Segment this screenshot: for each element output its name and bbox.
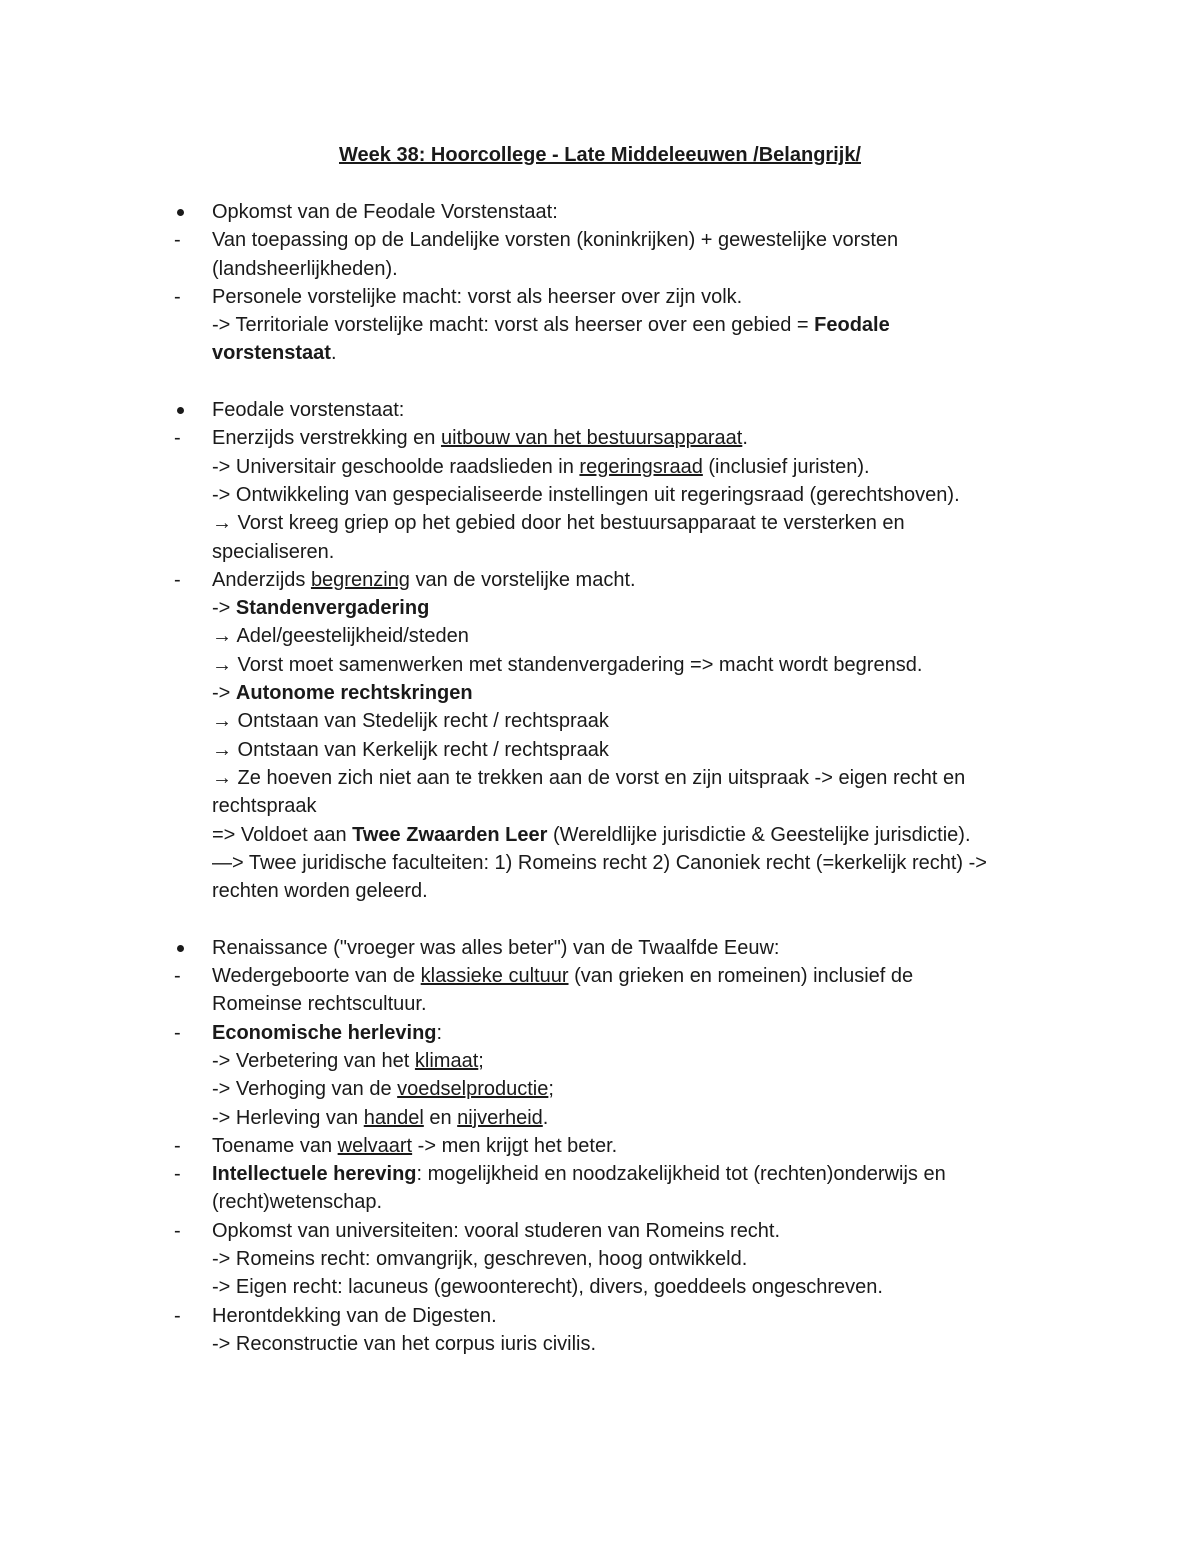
line-text — [212, 1245, 747, 1273]
line-text — [212, 736, 609, 764]
continuation-line — [0, 877, 1200, 905]
bullet-heading — [0, 934, 1200, 962]
bold-text: Standenvergadering — [235, 597, 430, 620]
text-run: -> — [212, 682, 236, 705]
bold-text: Autonome rechtskringen — [235, 682, 473, 705]
text-run: (van grieken en romeinen) inclusief de — [568, 965, 914, 988]
bullet-icon — [177, 407, 184, 414]
dash-marker: - — [174, 1219, 181, 1242]
line-text — [212, 990, 427, 1018]
dash-item — [0, 424, 1200, 452]
continuation-line — [0, 255, 1200, 283]
underlined-text: klassieke cultuur — [420, 965, 569, 988]
continuation-line — [0, 764, 1200, 792]
continuation-line — [0, 339, 1200, 367]
text-run: -> Reconstructie van het corpus iuris civilis. — [212, 1332, 597, 1355]
line-text — [212, 198, 558, 226]
bold-text: Economische herleving — [212, 1021, 437, 1044]
continuation-line — [0, 736, 1200, 764]
continuation-line — [0, 679, 1200, 707]
text-run: → Ontstaan van Kerkelijk recht / rechtspraak — [212, 738, 609, 761]
text-run: Van toepassing op de Landelijke vorsten (koninkrijken) + gewestelijke vorsten — [212, 229, 899, 252]
dash-marker: - — [174, 427, 181, 450]
line-text — [212, 1217, 780, 1245]
dash-item — [0, 283, 1200, 311]
text-run: Romeinse rechtscultuur. — [212, 993, 427, 1016]
text-run: . — [542, 1106, 549, 1129]
line-text — [212, 1104, 548, 1132]
bullet-icon — [177, 209, 184, 216]
text-run: : — [436, 1021, 443, 1044]
text-run: -> Eigen recht: lacuneus (gewoonterecht), divers, goeddeels ongeschreven. — [212, 1276, 883, 1299]
bullet-icon — [177, 945, 184, 952]
text-run: (landsheerlijkheden). — [212, 257, 398, 280]
bold-text: Intellectuele hereving — [212, 1163, 417, 1186]
dash-marker: - — [174, 1163, 181, 1186]
line-text — [212, 934, 779, 962]
line-text — [212, 1019, 442, 1047]
underlined-text: voedselproductie — [397, 1078, 549, 1101]
text-run: ; — [478, 1049, 484, 1072]
text-run: . — [330, 342, 337, 365]
text-run: (Wereldlijke jurisdictie & Geestelijke jurisdictie). — [547, 823, 971, 846]
bold-text: Twee Zwaarden Leer — [352, 823, 548, 846]
dash-marker: - — [174, 1304, 181, 1327]
underlined-text: klimaat — [414, 1049, 479, 1072]
line-text — [212, 1302, 497, 1330]
continuation-line — [0, 821, 1200, 849]
continuation-line — [0, 849, 1200, 877]
text-run: en — [423, 1106, 458, 1129]
dash-item — [0, 1160, 1200, 1188]
text-run: van de vorstelijke macht. — [409, 568, 636, 591]
text-run: -> Verbetering van het — [212, 1049, 415, 1072]
text-run: -> Romeins recht: omvangrijk, geschreven, hoog ontwikkeld. — [212, 1247, 748, 1270]
continuation-line — [0, 622, 1200, 650]
text-run: Feodale vorstenstaat: — [212, 399, 405, 422]
line-text — [212, 481, 960, 509]
continuation-line — [0, 990, 1200, 1018]
dash-item — [0, 1217, 1200, 1245]
continuation-line — [0, 1075, 1200, 1103]
text-run: Herontdekking van de Digesten. — [212, 1304, 497, 1327]
text-run: -> Universitair geschoolde raadslieden in — [212, 455, 580, 478]
line-text — [212, 1273, 883, 1301]
text-run: → Ze hoeven zich niet aan te trekken aan de vorst en zijn uitspraak -> eigen recht en — [212, 766, 966, 789]
text-run: → Ontstaan van Stedelijk recht / rechtspraak — [212, 710, 609, 733]
dash-item — [0, 1132, 1200, 1160]
text-run: -> Territoriale vorstelijke macht: vorst als heerser over een gebied = — [212, 314, 815, 337]
continuation-line — [0, 651, 1200, 679]
line-text — [212, 877, 428, 905]
text-run: rechten worden geleerd. — [212, 880, 428, 903]
line-text — [212, 679, 473, 707]
text-run: -> men krijgt het beter. — [412, 1134, 618, 1157]
dash-item — [0, 962, 1200, 990]
blank-line — [0, 368, 1200, 396]
line-text — [212, 566, 636, 594]
continuation-line — [0, 453, 1200, 481]
text-run: Personele vorstelijke macht: vorst als heerser over zijn volk. — [212, 285, 743, 308]
text-run: Wedergeboorte van de — [212, 965, 421, 988]
text-run: Renaissance ("vroeger was alles beter") van de Twaalfde Eeuw: — [212, 936, 780, 959]
line-text — [212, 962, 913, 990]
dash-marker: - — [174, 285, 181, 308]
continuation-line — [0, 1188, 1200, 1216]
blank-line — [0, 905, 1200, 933]
text-run: Opkomst van de Feodale Vorstenstaat: — [212, 201, 558, 223]
dash-marker: - — [174, 229, 181, 252]
text-run: specialiseren. — [212, 540, 335, 563]
continuation-line — [0, 311, 1200, 339]
continuation-line — [0, 509, 1200, 537]
bullet-heading — [0, 198, 1200, 226]
dash-marker: - — [174, 1021, 181, 1044]
text-run: -> — [212, 597, 236, 620]
line-text — [212, 792, 317, 820]
line-text — [212, 226, 898, 254]
line-text — [212, 255, 398, 283]
line-text — [212, 651, 922, 679]
continuation-line — [0, 792, 1200, 820]
dash-marker: - — [174, 568, 181, 591]
dash-item — [0, 566, 1200, 594]
text-run: → Vorst moet samenwerken met standenvergadering => macht wordt begrensd. — [212, 653, 923, 676]
continuation-line — [0, 1245, 1200, 1273]
dash-item — [0, 1019, 1200, 1047]
line-text — [212, 1160, 946, 1188]
line-text — [212, 1047, 484, 1075]
line-text — [212, 622, 469, 650]
bullet-heading — [0, 396, 1200, 424]
underlined-text: nijverheid — [457, 1106, 543, 1129]
line-text — [212, 311, 890, 339]
continuation-line — [0, 1047, 1200, 1075]
line-text — [212, 707, 609, 735]
text-run: -> Verhoging van de — [212, 1078, 398, 1101]
underlined-text: regeringsraad — [579, 455, 703, 478]
line-text — [212, 1075, 554, 1103]
text-run: rechtspraak — [212, 795, 317, 818]
underlined-text: handel — [363, 1106, 424, 1129]
continuation-line — [0, 1330, 1200, 1358]
text-run: (recht)wetenschap. — [212, 1191, 383, 1214]
line-text — [212, 1330, 596, 1358]
underlined-text: begrenzing — [310, 568, 410, 591]
continuation-line — [0, 538, 1200, 566]
text-run: Anderzijds — [212, 568, 311, 591]
text-run: . — [742, 427, 748, 450]
line-text — [212, 283, 742, 311]
text-run: -> Ontwikkeling van gespecialiseerde instellingen uit regeringsraad (gerechtshoven). — [212, 483, 960, 506]
bold-text: Feodale — [814, 314, 890, 337]
text-run: : mogelijkheid en noodzakelijkheid tot (rechten)onderwijs en — [416, 1163, 946, 1186]
text-run: ; — [548, 1078, 554, 1101]
underlined-text: uitbouw van het bestuursapparaat — [440, 427, 743, 450]
line-text — [212, 453, 870, 481]
text-run: Toename van — [212, 1134, 338, 1157]
text-run: => Voldoet aan — [212, 823, 353, 846]
notes-body — [0, 198, 1200, 1358]
line-text — [212, 849, 987, 877]
dash-marker: - — [174, 965, 181, 988]
page-title: Week 38: Hoorcollege - Late Middeleeuwen /Belangrijk/ — [339, 144, 861, 166]
line-text — [212, 764, 965, 792]
line-text — [212, 339, 337, 367]
text-run: —> Twee juridische faculteiten: 1) Romeins recht 2) Canoniek recht (=kerkelijk recht) -> — [212, 851, 987, 874]
continuation-line — [0, 707, 1200, 735]
line-text — [212, 821, 971, 849]
text-run: -> Herleving van — [212, 1106, 364, 1129]
line-text — [212, 1132, 617, 1160]
bold-text: vorstenstaat — [212, 342, 331, 365]
text-run: Enerzijds verstrekking en — [212, 427, 441, 450]
line-text — [212, 538, 334, 566]
line-text — [212, 509, 905, 537]
dash-marker: - — [174, 1134, 181, 1157]
line-text — [212, 1188, 382, 1216]
continuation-line — [0, 1273, 1200, 1301]
text-run: → Vorst kreeg griep op het gebied door het bestuursapparaat te versterken en — [212, 512, 905, 535]
line-text — [212, 396, 404, 424]
continuation-line — [0, 1104, 1200, 1132]
text-run: (inclusief juristen). — [702, 455, 870, 478]
dash-item — [0, 226, 1200, 254]
text-run: → Adel/geestelijkheid/steden — [212, 625, 469, 648]
dash-item — [0, 1302, 1200, 1330]
continuation-line — [0, 594, 1200, 622]
continuation-line — [0, 481, 1200, 509]
line-text — [212, 424, 748, 452]
line-text — [212, 594, 429, 622]
text-run: Opkomst van universiteiten: vooral studeren van Romeins recht. — [212, 1219, 781, 1242]
underlined-text: welvaart — [337, 1134, 413, 1157]
